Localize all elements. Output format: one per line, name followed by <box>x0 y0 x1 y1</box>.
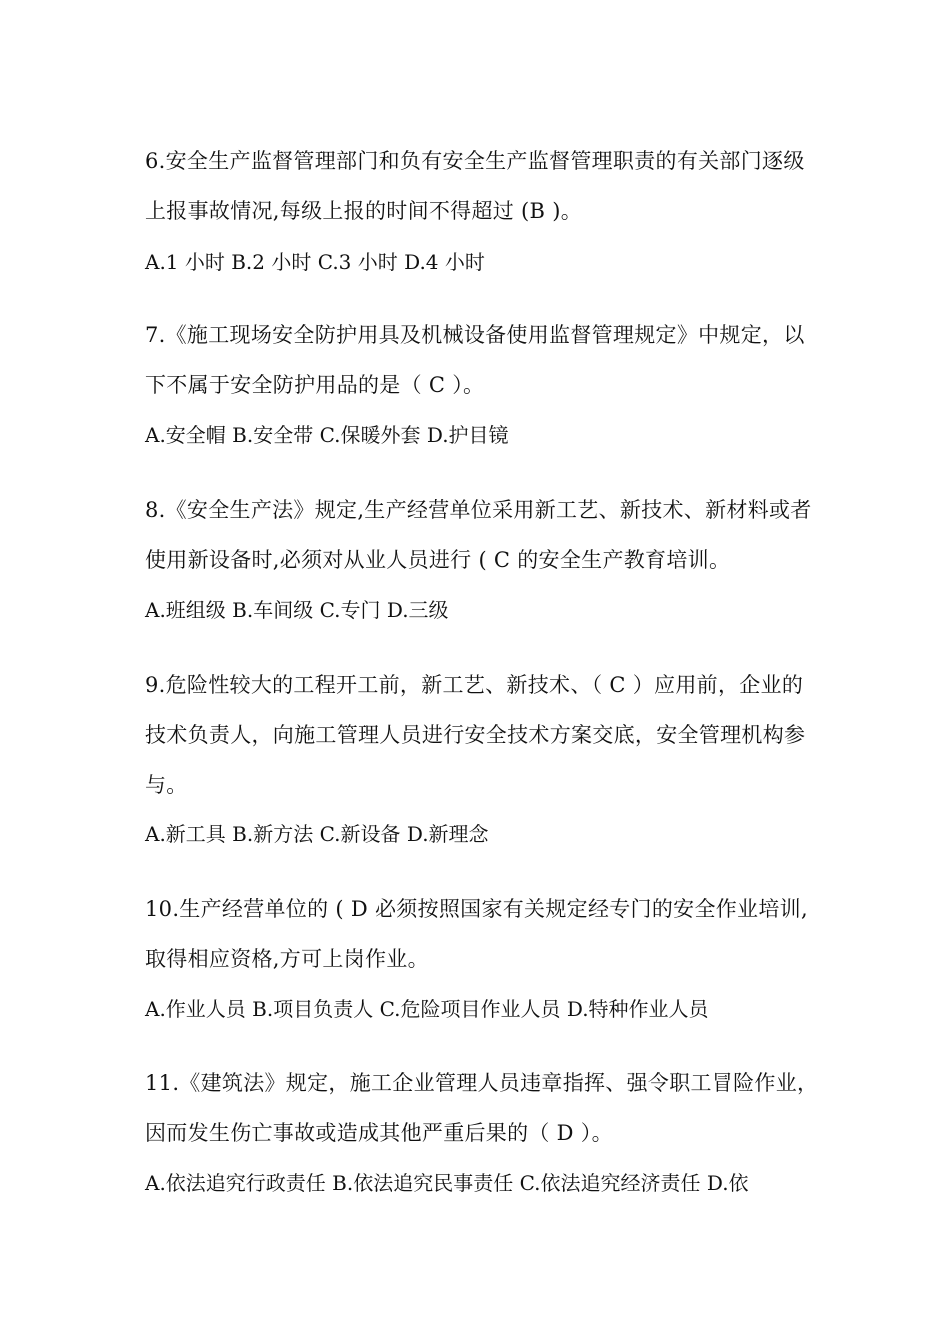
question-9-line-2: 技术负责人，向施工管理人员进行安全技术方案交底，安全管理机构参 <box>145 723 806 747</box>
question-10-line-1: 10.生产经营单位的 ( D 必须按照国家有关规定经专门的安全作业培训, <box>145 897 808 921</box>
question-9-line-3: 与。 <box>145 773 188 797</box>
question-7-line-1: 7.《施工现场安全防护用具及机械设备使用监督管理规定》中规定，以 <box>145 323 805 347</box>
question-6-options: A.1 小时 B.2 小时 C.3 小时 D.4 小时 <box>145 250 485 274</box>
question-8-options: A.班组级 B.车间级 C.专门 D.三级 <box>145 598 449 622</box>
question-10-line-2: 取得相应资格,方可上岗作业。 <box>145 947 429 971</box>
question-11-options: A.依法追究行政责任 B.依法追究民事责任 C.依法追究经济责任 D.依 <box>145 1171 749 1195</box>
question-6-line-1: 6.安全生产监督管理部门和负有安全生产监督管理职责的有关部门逐级 <box>145 149 805 173</box>
question-11-line-1: 11.《建筑法》规定，施工企业管理人员违章指挥、强令职工冒险作业， <box>145 1071 819 1095</box>
question-7-options: A.安全帽 B.安全带 C.保暖外套 D.护目镜 <box>145 423 509 447</box>
question-6-line-2: 上报事故情况,每级上报的时间不得超过 (B )。 <box>145 199 583 223</box>
question-7-line-2: 下不属于安全防护用品的是（ C ）。 <box>145 373 485 397</box>
question-9-line-1: 9.危险性较大的工程开工前，新工艺、新技术、（ C ）应用前，企业的 <box>145 673 804 697</box>
question-11-line-2: 因而发生伤亡事故或造成其他严重后果的（ D ）。 <box>145 1121 613 1145</box>
question-8-line-1: 8.《安全生产法》规定,生产经营单位采用新工艺、新技术、新材料或者 <box>145 498 812 522</box>
question-10-options: A.作业人员 B.项目负责人 C.危险项目作业人员 D.特种作业人员 <box>145 997 709 1021</box>
question-8-line-2: 使用新设备时,必须对从业人员进行 ( C 的安全生产教育培训。 <box>145 548 731 572</box>
question-9-options: A.新工具 B.新方法 C.新设备 D.新理念 <box>145 822 489 846</box>
